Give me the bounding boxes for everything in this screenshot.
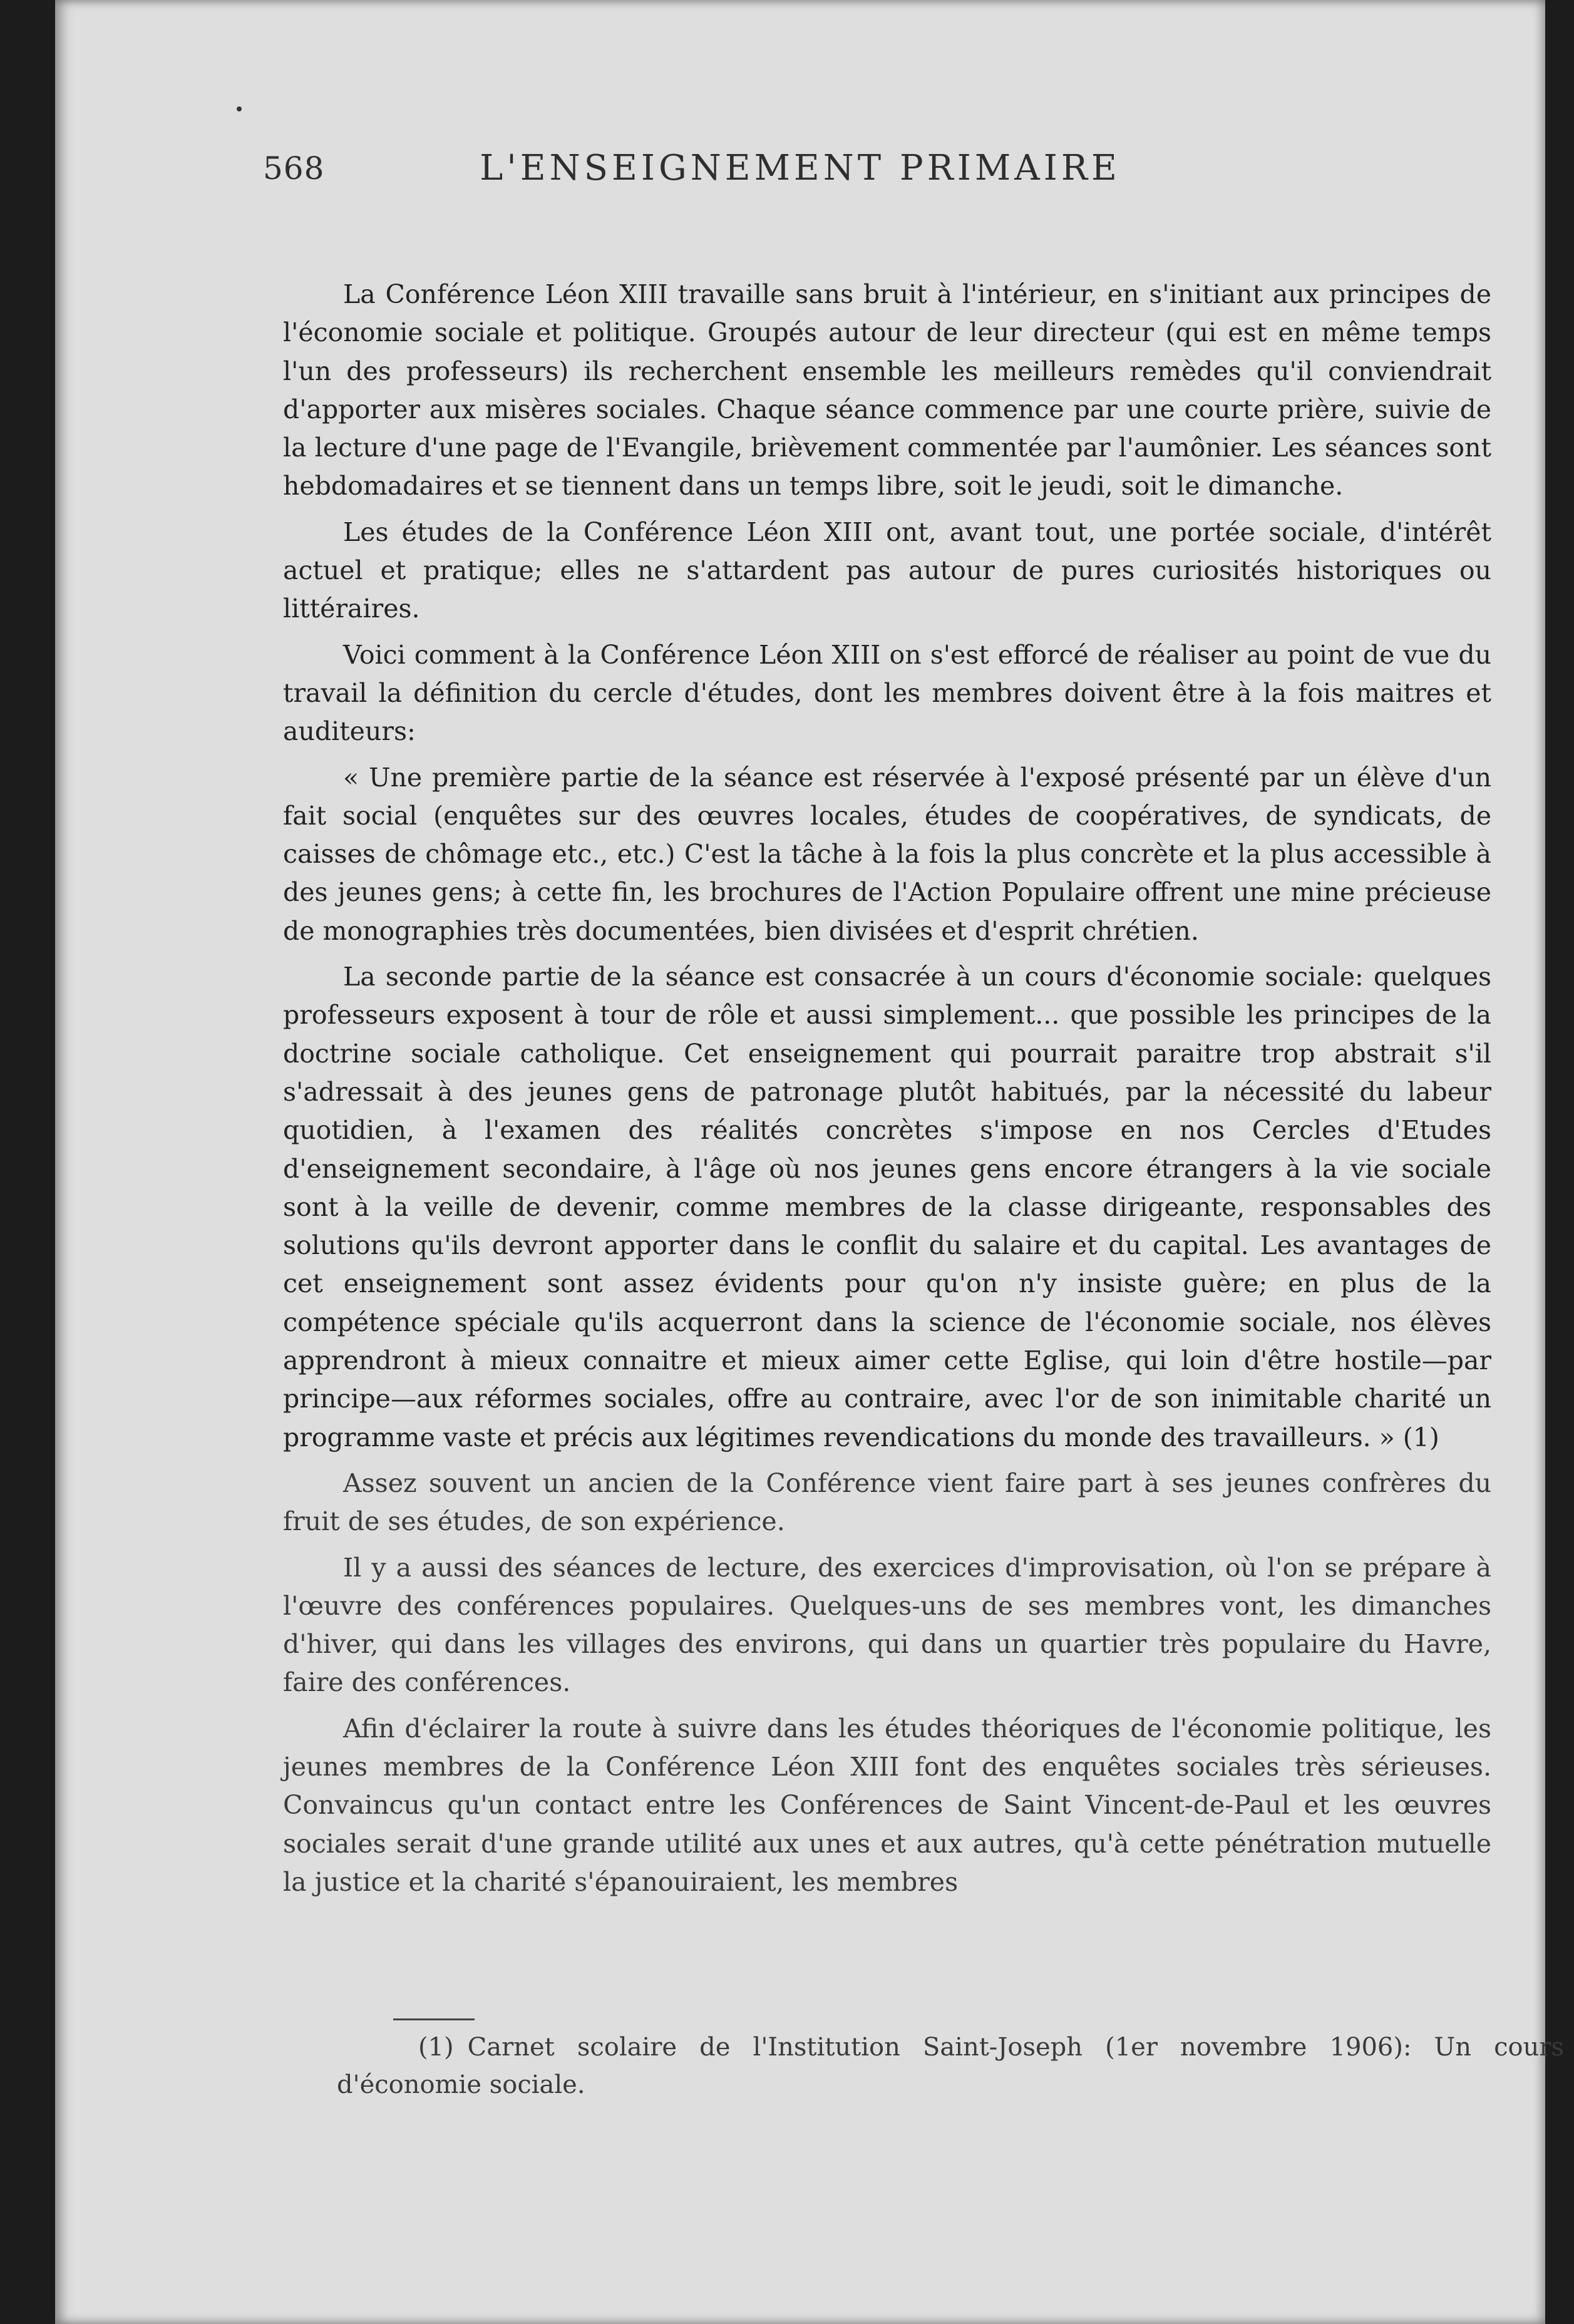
paragraph: Afin d'éclairer la route à suivre dans les études théoriques de l'économie politique, les jeunes membres de la Conférence Léon XIII font des enquêtes sociales très sérieuses. Convaincus qu'un contact entre les Conférences de Saint Vincent-de-Paul et les œuvres sociales serait d'une grande utilité aux unes et aux autres, qu'à cette pénétration mutuelle la justice et la charité s'épanouiraient, les membres <box>283 1713 1491 1897</box>
paragraph: La Conférence Léon XIII travaille sans bruit à l'intérieur, en s'initiant aux principes de l'économie sociale et politique. Groupés autour de leur directeur (qui est en même temps l'un des professeurs) ils recherchent ensemble les meilleurs remèdes qu'il conviendrait d'apporter aux misères sociales. Chaque séance commence par une courte prière, suivie de la lecture d'une page de l'Evangile, brièvement commentée par l'aumônier. Les séances sont hebdomadaires et se tiennent dans un temps libre, soit le jeudi, soit le dimanche. <box>283 279 1491 501</box>
page-number: 568 <box>263 150 325 187</box>
paragraph: Les études de la Conférence Léon XIII ont, avant tout, une portée sociale, d'intérêt actuel et pratique; elles ne s'attardent pas autour de pures curiosités historiques ou littéraires. <box>283 517 1491 624</box>
body-text <box>283 275 1491 1909</box>
page-header <box>55 139 1545 202</box>
footnote-text: Carnet scolaire de l'Institution Saint-Joseph (1er novembre 1906): Un cours d'économie sociale. <box>337 2033 1564 2099</box>
footnote-rule <box>393 2018 475 2020</box>
paragraph: Il y a aussi des séances de lecture, des exercices d'improvisation, où l'on se prépare à l'œuvre des conférences populaires. Quelques-uns de ses membres vont, les dimanches d'hiver, qui dans les villages des environs, qui dans un quartier très populaire du Havre, faire des conférences. <box>283 1552 1491 1698</box>
quoted-paragraph: La seconde partie de la séance est consacrée à un cours d'économie sociale: quelques professeurs exposent à tour de rôle et aussi simplement... que possible les principes de la doctrine sociale catholique. Cet enseignement qui pourrait paraitre trop abstrait s'il s'adressait à des jeunes gens de patronage plutôt habitués, par la nécessité du labeur quotidien, à l'examen des réalités concrètes s'impose en nos Cercles d'Etudes d'enseignement secondaire, à l'âge où nos jeunes gens encore étrangers à la vie sociale sont à la veille de devenir, comme membres de la classe dirigeante, responsables des solutions qu'ils devront apporter dans le conflit du salaire et du capital. Les avantages de cet enseignement sont assez évidents pour qu'on n'y insiste guère; en plus de la compétence spéciale qu'ils acquerront dans la science de l'économie sociale, nos élèves apprendront à mieux connaitre et mieux aimer cette Eglise, qui loin d'être hostile—par principe—aux réformes sociales, offre au contraire, avec l'or de son inimitable charité un programme vaste et précis aux légitimes revendications du monde des travailleurs. » (1) <box>283 962 1491 1452</box>
running-title: L'ENSEIGNEMENT PRIMAIRE <box>480 148 1121 188</box>
paragraph: Voici comment à la Conférence Léon XIII on s'est efforcé de réaliser au point de vue du travail la définition du cercle d'études, dont les membres doivent être à la fois maitres et auditeurs: <box>283 639 1491 747</box>
quoted-paragraph: « Une première partie de la séance est réservée à l'exposé présenté par un élève d'un fait social (enquêtes sur des œuvres locales, études de coopératives, de syndicats, de caisses de chômage etc., etc.) C'est la tâche à la fois la plus concrète et la plus accessible à des jeunes gens; à cette fin, les brochures de l'Action Populaire offrent une mine précieuse de monographies très documentées, bien divisées et d'esprit chrétien. <box>283 762 1491 946</box>
paragraph: Assez souvent un ancien de la Conférence vient faire part à ses jeunes confrères du fruit de ses études, de son expérience. <box>283 1468 1491 1537</box>
footnote-marker: (1) <box>418 2033 454 2062</box>
book-page <box>55 0 1564 2324</box>
ink-speck <box>237 106 242 111</box>
footnote <box>337 2028 1564 2104</box>
